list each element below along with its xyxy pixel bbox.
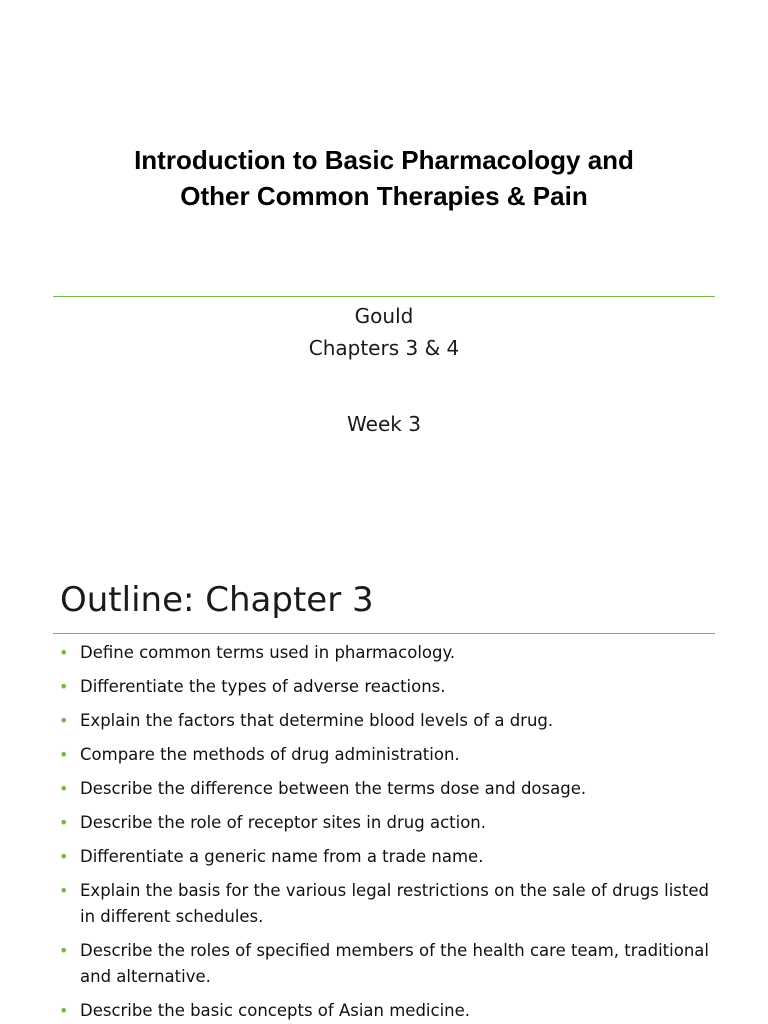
- bullet-icon: •: [59, 813, 69, 832]
- bullet-icon: •: [59, 881, 69, 900]
- list-item: [58, 878, 718, 930]
- list-item: [58, 776, 718, 802]
- bullet-icon: •: [59, 847, 69, 866]
- list-item: [58, 640, 718, 666]
- list-item-text: Explain the factors that determine blood levels of a drug.: [80, 711, 554, 730]
- list-item-text: Describe the basic concepts of Asian medicine.: [80, 1001, 471, 1020]
- list-item-text: Describe the role of receptor sites in drug action.: [80, 813, 486, 832]
- bullet-icon: •: [59, 643, 69, 662]
- slide-title-line-1: Introduction to Basic Pharmacology and: [134, 145, 634, 175]
- list-item: [58, 742, 718, 768]
- list-item-text: Describe the difference between the terms dose and dosage.: [80, 779, 587, 798]
- list-item: [58, 998, 718, 1024]
- list-item-text: Differentiate a generic name from a trade name.: [80, 847, 484, 866]
- slide-title: [60, 142, 708, 214]
- list-item-text: Explain the basis for the various legal restrictions on the sale of drugs listed in different schedules.: [80, 881, 709, 926]
- list-item: [58, 708, 718, 734]
- list-item-text: Define common terms used in pharmacology.: [80, 643, 456, 662]
- author-name: Gould: [354, 304, 414, 328]
- bullet-icon: •: [59, 779, 69, 798]
- list-item: [58, 674, 718, 700]
- list-item-text: Describe the roles of specified members of the health care team, traditional and alternative.: [80, 941, 709, 986]
- outline-list: [58, 640, 718, 1024]
- outline-heading: Outline: Chapter 3: [60, 580, 374, 620]
- chapters-label: Chapters 3 & 4: [308, 336, 460, 360]
- week-label: Week 3: [347, 412, 421, 436]
- slide-title-line-2: Other Common Therapies & Pain: [180, 181, 588, 211]
- outline-divider: [53, 633, 715, 634]
- list-item-text: Compare the methods of drug administration.: [80, 745, 460, 764]
- title-divider: [53, 296, 715, 297]
- bullet-icon: •: [59, 677, 69, 696]
- list-item: [58, 810, 718, 836]
- bullet-icon: •: [59, 711, 69, 730]
- list-item-text: Differentiate the types of adverse reactions.: [80, 677, 446, 696]
- bullet-icon: •: [59, 1001, 69, 1020]
- bullet-icon: •: [59, 941, 69, 960]
- list-item: [58, 844, 718, 870]
- bullet-icon: •: [59, 745, 69, 764]
- list-item: [58, 938, 718, 990]
